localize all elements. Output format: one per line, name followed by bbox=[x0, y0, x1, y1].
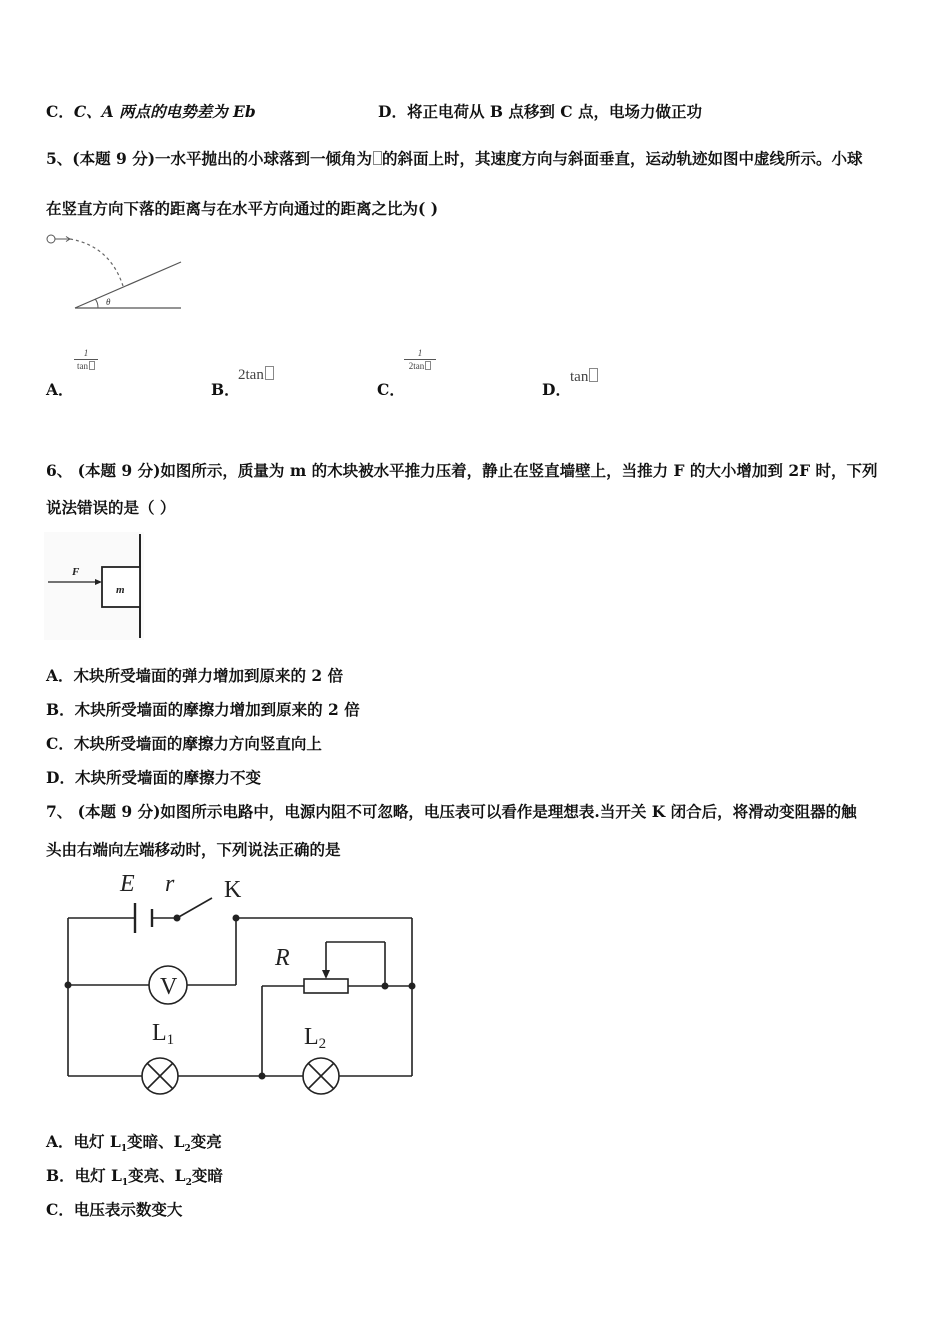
resistor-label: R bbox=[275, 945, 290, 971]
q5-option-b-formula bbox=[238, 366, 274, 384]
lamp-l1-label bbox=[152, 1020, 174, 1048]
switch-blade bbox=[177, 898, 212, 918]
option-label: C． bbox=[46, 1200, 74, 1219]
lamp-l2-subscript: 2 bbox=[318, 1036, 327, 1052]
missing-symbol-icon bbox=[373, 151, 382, 165]
q7-option-b bbox=[46, 1168, 223, 1188]
fraction-denominator bbox=[404, 361, 436, 371]
fraction-numerator: 1 bbox=[417, 348, 423, 358]
lamp-l1-subscript: 1 bbox=[166, 1032, 175, 1048]
q5-incline-figure bbox=[40, 228, 190, 318]
angle-label: θ bbox=[106, 297, 111, 307]
junction-switch-left bbox=[174, 915, 181, 922]
slider-arrowhead bbox=[322, 970, 330, 979]
option-text: C、A 两点的电势差为 Eb bbox=[73, 102, 256, 121]
q7-stem-line1: 7、 (本题 9 分)如图所示电路中，电源内阻不可忽略，电压表可以看作是理想表.当开关 K 闭合后，将滑动变阻器的触 bbox=[46, 802, 857, 821]
q5-stem-line1 bbox=[46, 151, 863, 167]
option-text-pre: 电灯 L bbox=[74, 1166, 122, 1185]
q6-stem-line1: 6、 (本题 9 分)如图所示，质量为 m 的木块被水平推力压着，静止在竖直墙壁上，当推力 F 的大小增加到 2F 时，下列 bbox=[46, 461, 878, 480]
fraction-bar bbox=[404, 359, 436, 360]
q4-option-d bbox=[378, 104, 702, 120]
lamp-l2-label bbox=[304, 1024, 326, 1052]
q4-option-c bbox=[46, 104, 256, 120]
lamp-l1-letter: L bbox=[152, 1020, 167, 1046]
junction-right bbox=[409, 983, 416, 990]
q6-option-d bbox=[46, 770, 261, 786]
option-text: 木块所受墙面的摩擦力增加到原来的 2 倍 bbox=[74, 700, 360, 719]
q5-stem-line2: 在竖直方向下落的距离与在水平方向通过的距离之比为( ) bbox=[46, 199, 439, 218]
den-text: 2tan bbox=[408, 361, 425, 371]
q7-circuit-figure bbox=[60, 868, 430, 1098]
option-label: D． bbox=[46, 768, 75, 787]
q6-option-b bbox=[46, 702, 360, 718]
q5-option-b-label: B． bbox=[211, 380, 240, 399]
option-text-mid: 变亮、L bbox=[128, 1166, 186, 1185]
option-label: C． bbox=[46, 102, 74, 121]
option-label: A． bbox=[46, 666, 74, 685]
q6-stem-line2: 说法错误的是（ ） bbox=[46, 498, 176, 517]
ball-icon bbox=[47, 235, 55, 243]
subscript-2: 2 bbox=[185, 1178, 192, 1189]
q6-option-a bbox=[46, 668, 343, 684]
fraction-numerator: 1 bbox=[83, 348, 89, 358]
junction-left bbox=[65, 982, 72, 989]
q7-option-a bbox=[46, 1134, 222, 1154]
option-text-mid: 变暗、L bbox=[127, 1132, 185, 1151]
missing-symbol-icon bbox=[89, 361, 95, 370]
incline-line bbox=[75, 262, 181, 308]
angle-arc bbox=[95, 299, 98, 308]
voltmeter-label: V bbox=[160, 974, 178, 1000]
q5-option-c-formula bbox=[404, 348, 436, 371]
formula-text: 2tan bbox=[238, 367, 264, 383]
missing-symbol-icon bbox=[425, 361, 431, 370]
missing-symbol-icon bbox=[265, 366, 274, 380]
option-text: 电压表示数变大 bbox=[73, 1200, 183, 1219]
subscript-2: 2 bbox=[184, 1144, 191, 1155]
den-text: tan bbox=[77, 361, 88, 371]
junction-switch-right bbox=[233, 915, 240, 922]
fraction-bar bbox=[74, 359, 98, 360]
q5-text-b: 的斜面上时，其速度方向与斜面垂直，运动轨迹如图中虚线所示。小球 bbox=[382, 149, 863, 168]
q7-stem-line2: 头由右端向左端移动时，下列说法正确的是 bbox=[46, 840, 341, 859]
fraction-denominator bbox=[74, 361, 98, 371]
q5-option-d-label: D． bbox=[542, 380, 571, 399]
mass-label: m bbox=[116, 584, 125, 596]
option-text: 木块所受墙面的摩擦力不变 bbox=[74, 768, 261, 787]
option-text: 将正电荷从 B 点移到 C 点，电场力做正功 bbox=[406, 102, 702, 121]
q6-option-c bbox=[46, 736, 322, 752]
option-text-pre: 电灯 L bbox=[73, 1132, 121, 1151]
q5-text-a: 5、(本题 9 分)一水平抛出的小球落到一倾角为 bbox=[46, 149, 373, 168]
q5-option-a-formula bbox=[74, 348, 98, 371]
internal-r-label: r bbox=[165, 871, 175, 897]
junction-bottom bbox=[259, 1073, 266, 1080]
resistor-body bbox=[304, 979, 348, 993]
q6-block-figure bbox=[44, 532, 154, 642]
q7-option-c bbox=[46, 1202, 182, 1218]
trajectory-dashed bbox=[70, 239, 123, 286]
option-text: 木块所受墙面的弹力增加到原来的 2 倍 bbox=[73, 666, 344, 685]
missing-symbol-icon bbox=[589, 368, 598, 382]
force-label: F bbox=[72, 566, 80, 578]
subscript-1: 1 bbox=[120, 1144, 128, 1155]
emf-label: E bbox=[120, 871, 135, 897]
option-label: B． bbox=[46, 700, 75, 719]
q5-option-c-label: C． bbox=[377, 380, 405, 399]
option-text-post: 变暗 bbox=[191, 1166, 223, 1185]
option-label: D． bbox=[378, 102, 407, 121]
lamp-l2-letter: L bbox=[304, 1024, 319, 1050]
option-text-post: 变亮 bbox=[190, 1132, 222, 1151]
q5-option-a-label: A． bbox=[46, 380, 74, 399]
option-text: 木块所受墙面的摩擦力方向竖直向上 bbox=[73, 734, 322, 753]
formula-text: tan bbox=[570, 369, 589, 385]
option-label: C． bbox=[46, 734, 74, 753]
switch-label: K bbox=[224, 877, 242, 903]
subscript-1: 1 bbox=[121, 1178, 129, 1189]
option-label: A． bbox=[46, 1132, 74, 1151]
junction-slider bbox=[382, 983, 389, 990]
option-label: B． bbox=[46, 1166, 75, 1185]
q5-option-d-formula bbox=[570, 368, 598, 386]
